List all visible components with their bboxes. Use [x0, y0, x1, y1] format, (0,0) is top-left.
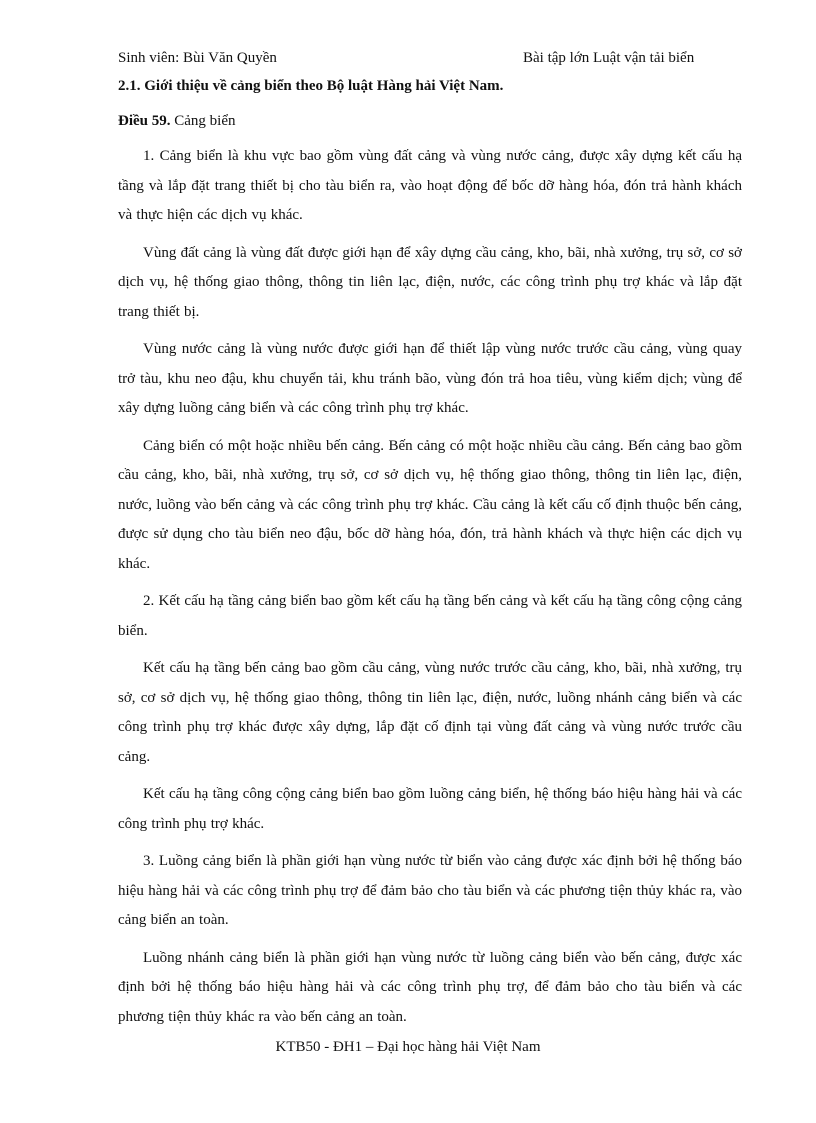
- header-student-name: Sinh viên: Bùi Văn Quyền: [118, 50, 277, 66]
- page-footer: KTB50 - ĐH1 – Đại học hàng hải Việt Nam: [275, 1039, 541, 1055]
- paragraph: 1. Cảng biển là khu vực bao gồm vùng đất cảng và vùng nước cảng, được xây dựng kết cấu hạ tầng và lắp đặt trang thiết bị cho tàu biển ra, vào hoạt động để bốc dỡ hàng hóa, đón trả hành khách và thực hiện các dịch vụ khác.: [118, 148, 742, 223]
- article-label: Điều 59.: [118, 113, 171, 129]
- paragraph: Vùng nước cảng là vùng nước được giới hạn để thiết lập vùng nước trước cầu cảng, vùng quay trở tàu, khu neo đậu, khu chuyển tải, khu tránh bão, vùng đón trả hoa tiêu, vùng kiểm dịch; vùng để xây dựng luồng cảng biển và các công trình phụ trợ khác.: [118, 341, 742, 416]
- article-title: Cảng biển: [170, 113, 236, 129]
- document-body: [118, 74, 742, 1040]
- paragraph: 3. Luồng cảng biển là phần giới hạn vùng nước từ biển vào cảng được xác định bởi hệ thống báo hiệu hàng hải và các công trình phụ trợ để đảm bảo cho tàu biển và các phương tiện thủy khác ra, vào cảng biển an toàn.: [118, 853, 742, 928]
- paragraph: 2. Kết cấu hạ tầng cảng biển bao gồm kết cấu hạ tầng bến cảng và kết cấu hạ tầng công cộng cảng biển.: [118, 593, 742, 639]
- header-course-title: Bài tập lớn Luật vận tải biển: [523, 50, 695, 66]
- section-title: 2.1. Giới thiệu về cảng biển theo Bộ luật Hàng hải Việt Nam.: [118, 78, 504, 94]
- paragraph: Vùng đất cảng là vùng đất được giới hạn để xây dựng cầu cảng, kho, bãi, nhà xưởng, trụ sở, cơ sở dịch vụ, hệ thống giao thông, thông tin liên lạc, điện, nước, các công trình phụ trợ khác và lắp đặt trang thiết bị.: [118, 244, 742, 320]
- paragraph: Cảng biển có một hoặc nhiều bến cảng. Bến cảng có một hoặc nhiều cầu cảng. Bến cảng bao gồm cầu cảng, kho, bãi, nhà xưởng, trụ sở, cơ sở dịch vụ, hệ thống giao thông, thông tin liên lạc, điện, nước, luồng vào bến cảng và các công trình phụ trợ khác. Cầu cảng là kết cấu cố định thuộc bến cảng, được sử dụng cho tàu biển neo đậu, bốc dỡ hàng hóa, đón, trả hành khách và thực hiện các dịch vụ khác.: [118, 437, 742, 572]
- paragraph: Kết cấu hạ tầng công cộng cảng biển bao gồm luồng cảng biển, hệ thống báo hiệu hàng hải và các công trình phụ trợ khác.: [118, 786, 742, 832]
- paragraph: Kết cấu hạ tầng bến cảng bao gồm cầu cảng, vùng nước trước cầu cảng, kho, bãi, nhà xưởng, trụ sở, cơ sở dịch vụ, hệ thống giao thông, thông tin liên lạc, điện, nước, luồng nhánh cảng biển và các công trình phụ trợ khác được xây dựng, lắp đặt cố định tại vùng đất cảng và vùng nước trước cầu cảng.: [118, 660, 742, 765]
- paragraph: Luồng nhánh cảng biển là phần giới hạn vùng nước từ luồng cảng biển vào bến cảng, được xác định bởi hệ thống báo hiệu hàng hải và các công trình phụ trợ, để đảm bảo cho tàu biển và các phương tiện thủy khác ra vào bến cảng an toàn.: [118, 949, 742, 1025]
- page-header: [118, 49, 710, 67]
- article-heading: [118, 109, 742, 134]
